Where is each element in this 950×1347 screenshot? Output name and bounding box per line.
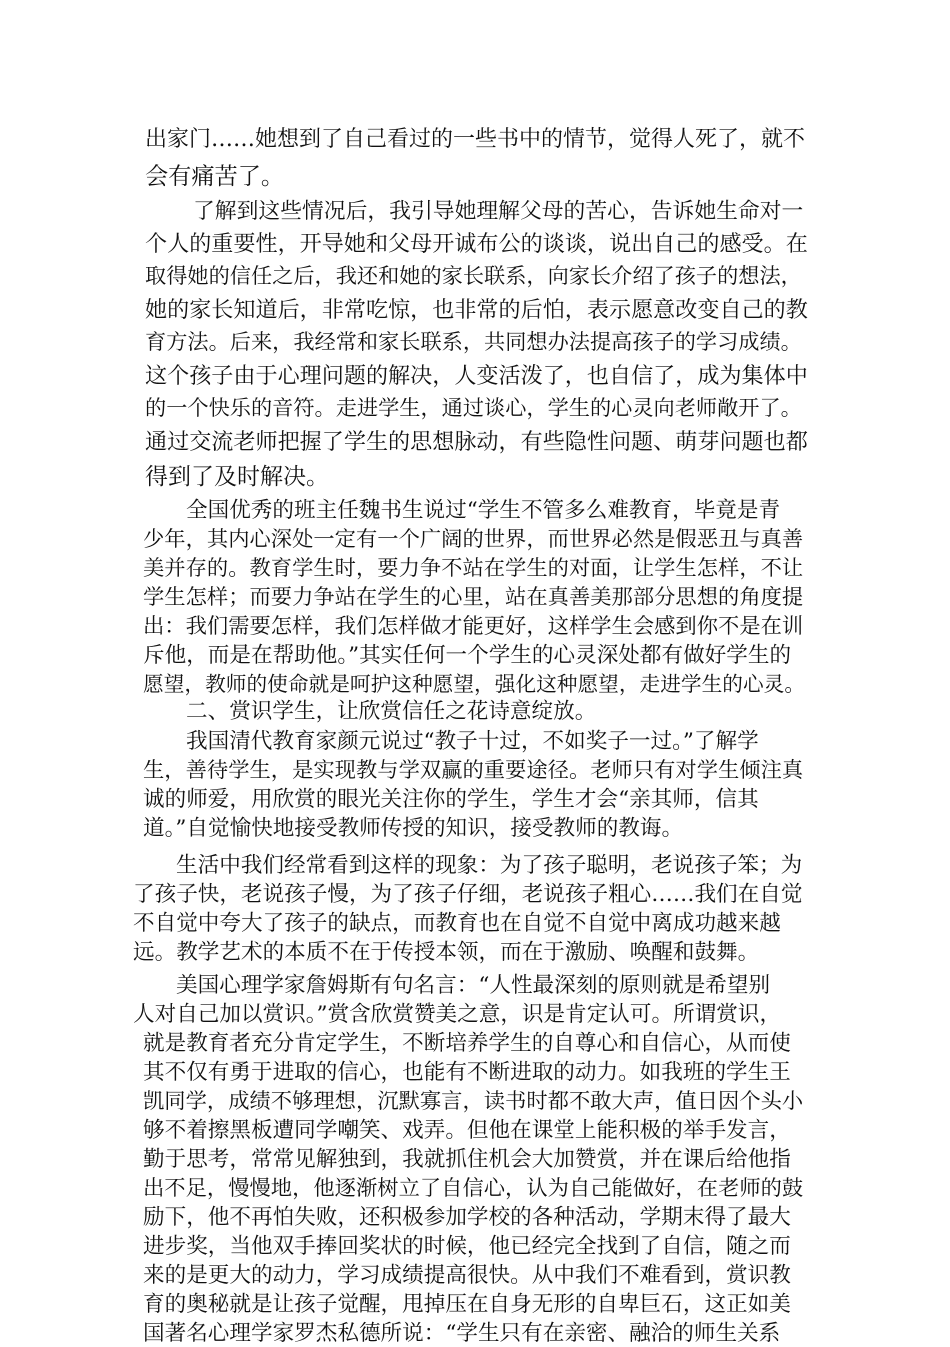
text-line: 凯同学，成绩不够理想，沉默寡言，读书时都不敢大声，值日因个头小 [143,1089,804,1114]
text-line: 道。”自觉愉快地接受教师传授的知识，接受教师的教诲。 [143,816,684,841]
text-line: 育方法。后来，我经常和家长联系，共同想办法提高孩子的学习成绩。 [145,329,802,354]
text-line: 生活中我们经常看到这样的现象：为了孩子聪明，老说孩子笨；为 [176,853,803,878]
text-line: 勤于思考，常常见解独到，我就抓住机会大加赞赏，并在课后给他指 [143,1147,791,1172]
text-line: 不自觉中夸大了孩子的缺点，而教育也在自觉不自觉中离成功越来越 [133,911,781,936]
text-line: 我国清代教育家颜元说过“教子十过，不如奖子一过。”了解学 [186,729,759,754]
text-line: 取得她的信任之后，我还和她的家长联系，向家长介绍了孩子的想法， [145,263,802,288]
text-line: 出：我们需要怎样，我们怎样做才能更好，这样学生会感到你不是在训 [143,614,804,639]
text-line: 励下，他不再怕失败，还积极参加学校的各种活动，学期末得了最大 [143,1205,791,1230]
text-line: 够不着擦黑板遭同学嘲笑、戏弄。但他在课堂上能积极的举手发言， [143,1118,791,1143]
text-line: 她的家长知道后，非常吃惊，也非常的后怕，表示愿意改变自己的教 [145,297,808,323]
text-line: 愿望，教师的使命就是呵护这种愿望，强化这种愿望，走进学生的心灵。 [143,672,806,696]
text-line: 这个孩子由于心理问题的解决，人变活泼了，也自信了，成为集体中 [145,363,808,389]
text-line: 了解到这些情况后，我引导她理解父母的苦心，告诉她生命对一 [193,199,804,224]
text-line: 少年，其内心深处一定有一个广阔的世界，而世界必然是假恶丑与真善 [143,527,804,552]
text-line: 人对自己加以赏识。”赏含欣赏赞美之意，识是肯定认可。所谓赏识， [133,1002,782,1027]
text-line: 个人的重要性，开导她和父母开诚布公的谈谈，说出自己的感受。在 [145,231,808,257]
text-line: 的一个快乐的音符。走进学生，通过谈心，学生的心灵向老师敞开了。 [145,395,802,420]
text-line: 来的是更大的动力，学习成绩提高很快。从中我们不难看到，赏识教 [143,1263,791,1288]
text-line: 远。教学艺术的本质不在于传授本领，而在于激励、唤醒和鼓舞。 [133,940,760,965]
text-line: 全国优秀的班主任魏书生说过“学生不管多么难教育，毕竟是青 [186,498,781,523]
text-line: 了孩子快，老说孩子慢，为了孩子仔细，老说孩子粗心……我们在自觉 [133,882,803,907]
text-line: 生，善待学生，是实现教与学双赢的重要途径。老师只有对学生倾注真 [143,758,804,783]
text-line: 斥他，而是在帮助他。”其实任何一个学生的心灵深处都有做好学生的 [143,643,792,668]
text-line: 国著名心理学家罗杰私德所说：“学生只有在亲密、融洽的师生关系 [143,1321,781,1346]
text-line: 就是教育者充分肯定学生，不断培养学生的自尊心和自信心，从而使 [143,1031,791,1056]
text-line: 出不足，慢慢地，他逐渐树立了自信心，认为自己能做好，在老师的鼓 [143,1176,804,1201]
text-line: 诚的师爱，用欣赏的眼光关注你的学生，学生才会“亲其师，信其 [143,787,759,812]
text-line: 美并存的。教育学生时，要力争不站在学生的对面，让学生怎样，不让 [143,556,804,581]
text-line: 进步奖，当他双手捧回奖状的时候，他已经完全找到了自信，随之而 [143,1234,791,1259]
text-line: 出家门……她想到了自己看过的一些书中的情节，觉得人死了，就不 [145,127,806,152]
text-line: 育的奥秘就是让孩子觉醒，甩掉压在自身无形的自卑巨石，这正如美 [143,1292,791,1317]
text-line: 通过交流老师把握了学生的思想脉动，有些隐性问题、萌芽问题也都 [145,429,808,455]
text-line: 其不仅有勇于进取的信心，也能有不断进取的动力。如我班的学生王 [143,1060,791,1085]
text-line: 美国心理学家詹姆斯有句名言：“人性最深刻的原则就是希望别 [176,973,771,998]
section-heading-text: 二、赏识学生，让欣赏信任之花诗意绽放。 [186,699,597,724]
text-line: 得到了及时解决。 [145,464,329,490]
text-line: 会有痛苦了。 [145,163,285,190]
text-line: 学生怎样；而要力争站在学生的心里，站在真善美那部分思想的角度提 [143,585,804,610]
